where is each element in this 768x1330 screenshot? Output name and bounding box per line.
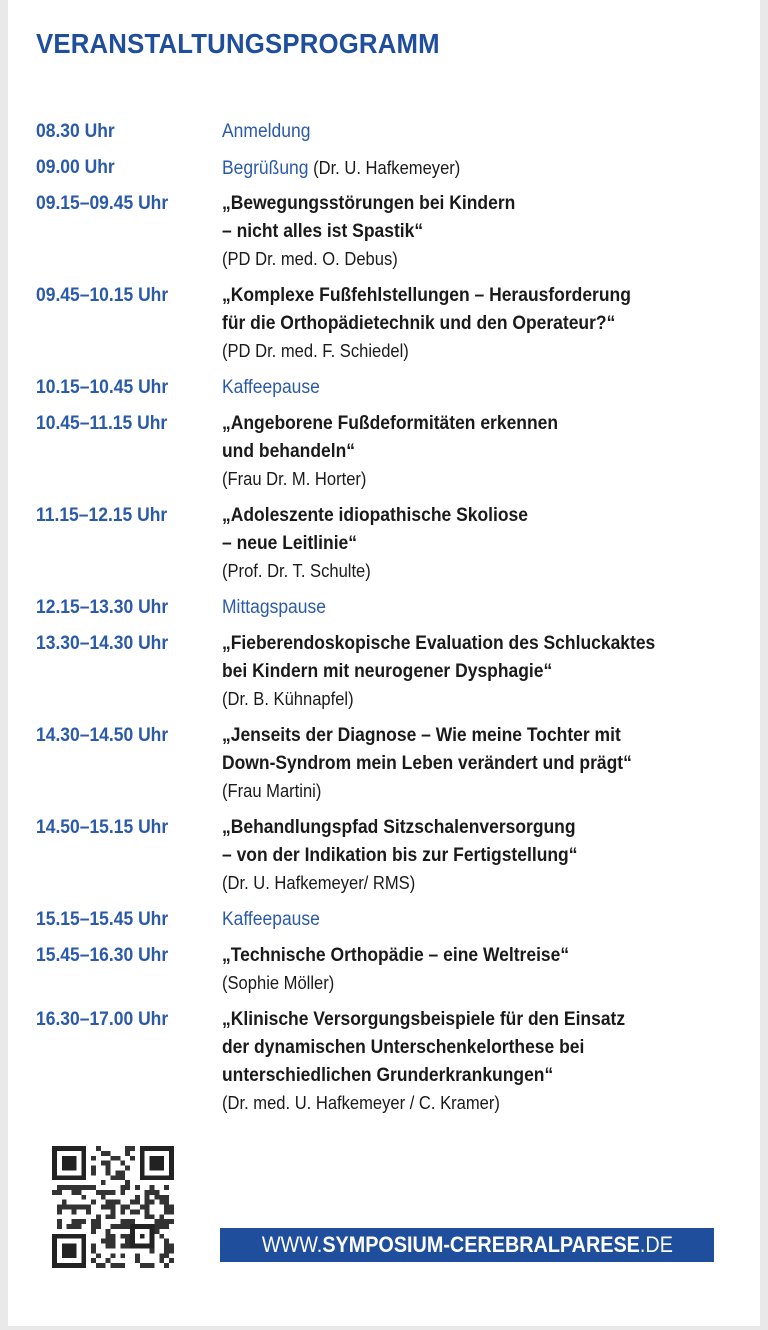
talk-title-line: der dynamischen Unterschenkelorthese bei xyxy=(222,1037,585,1058)
talk-title-line: bei Kindern mit neurogener Dysphagie“ xyxy=(222,661,553,682)
url-domain: SYMPOSIUM-CEREBRALPARESE xyxy=(321,1232,640,1257)
talk-speaker: (Dr. B. Kühnapfel) xyxy=(222,689,354,709)
talk-title-line: für die Orthopädietechnik und den Operateur?“ xyxy=(222,313,616,334)
program-time: 09.00 Uhr xyxy=(36,157,115,178)
program-content xyxy=(222,410,752,493)
program-label: Begrüßung xyxy=(222,158,309,179)
program-time: 14.30–14.50 Uhr xyxy=(36,725,169,746)
program-content xyxy=(222,942,752,997)
program-content xyxy=(222,502,752,585)
program-time: 14.50–15.15 Uhr xyxy=(36,817,169,838)
program-time: 16.30–17.00 Uhr xyxy=(36,1009,169,1030)
program-time: 12.15–13.30 Uhr xyxy=(36,597,169,618)
program-label: Kaffeepause xyxy=(222,377,320,398)
program-label: Kaffeepause xyxy=(222,909,320,930)
url-prefix: WWW. xyxy=(261,1232,322,1257)
page-title: VERANSTALTUNGSPROGRAMM xyxy=(36,28,440,59)
program-content xyxy=(222,722,752,805)
program-content xyxy=(222,282,752,365)
talk-title-line: „Angeborene Fußdeformitäten erkennen xyxy=(222,413,559,434)
program-time: 15.45–16.30 Uhr xyxy=(36,945,169,966)
program-page xyxy=(8,0,760,1326)
program-content xyxy=(222,1006,752,1117)
program-content xyxy=(222,630,752,713)
talk-title-line: – neue Leitlinie“ xyxy=(222,533,358,554)
program-label: Anmeldung xyxy=(222,121,311,142)
program-time: 09.15–09.45 Uhr xyxy=(36,193,169,214)
program-time: 15.15–15.45 Uhr xyxy=(36,909,169,930)
talk-speaker: (Dr. U. Hafkemeyer/ RMS) xyxy=(222,873,416,893)
talk-speaker: (PD Dr. med. O. Debus) xyxy=(222,249,398,269)
qr-code-icon xyxy=(52,1146,174,1268)
program-content xyxy=(222,814,752,897)
program-content xyxy=(222,118,752,146)
talk-title-line: „Klinische Versorgungsbeispiele für den Einsatz xyxy=(222,1009,626,1030)
talk-title-line: „Technische Orthopädie – eine Weltreise“ xyxy=(222,945,570,966)
talk-title-line: und behandeln“ xyxy=(222,441,356,462)
program-time: 10.15–10.45 Uhr xyxy=(36,377,169,398)
talk-title-line: „Jenseits der Diagnose – Wie meine Tochter mit xyxy=(222,725,621,746)
talk-title-line: „Bewegungsstörungen bei Kindern xyxy=(222,193,516,214)
talk-title-line: „Adoleszente idiopathische Skoliose xyxy=(222,505,528,526)
talk-title-line: „Komplexe Fußfehlstellungen – Herausforderung xyxy=(222,285,631,306)
talk-title-line: „Fieberendoskopische Evaluation des Schluckaktes xyxy=(222,633,656,654)
program-time: 10.45–11.15 Uhr xyxy=(36,413,168,434)
program-content xyxy=(222,154,752,183)
talk-title-line: unterschiedlichen Grunderkrankungen“ xyxy=(222,1065,554,1086)
program-time: 09.45–10.15 Uhr xyxy=(36,285,169,306)
talk-speaker: (Frau Dr. M. Horter) xyxy=(222,469,367,489)
website-url-banner[interactable] xyxy=(220,1228,714,1262)
url-suffix: .DE xyxy=(639,1232,673,1257)
program-time: 08.30 Uhr xyxy=(36,121,115,142)
talk-speaker: (Prof. Dr. T. Schulte) xyxy=(222,561,371,581)
talk-speaker: (Dr. med. U. Hafkemeyer / C. Kramer) xyxy=(222,1093,500,1113)
program-content xyxy=(222,190,752,273)
program-time: 13.30–14.30 Uhr xyxy=(36,633,169,654)
talk-title-line: – nicht alles ist Spastik“ xyxy=(222,221,424,242)
talk-title-line: – von der Indikation bis zur Fertigstellung“ xyxy=(222,845,578,866)
program-content xyxy=(222,594,752,622)
program-content xyxy=(222,906,752,934)
talk-speaker: (PD Dr. med. F. Schiedel) xyxy=(222,341,409,361)
program-label: Mittagspause xyxy=(222,597,326,618)
talk-speaker: (Sophie Möller) xyxy=(222,973,335,993)
program-content xyxy=(222,374,752,402)
program-note: (Dr. U. Hafkemeyer) xyxy=(308,158,461,178)
talk-title-line: Down-Syndrom mein Leben verändert und prägt“ xyxy=(222,753,632,774)
talk-speaker: (Frau Martini) xyxy=(222,781,322,801)
program-time: 11.15–12.15 Uhr xyxy=(36,505,168,526)
talk-title-line: „Behandlungspfad Sitzschalenversorgung xyxy=(222,817,576,838)
